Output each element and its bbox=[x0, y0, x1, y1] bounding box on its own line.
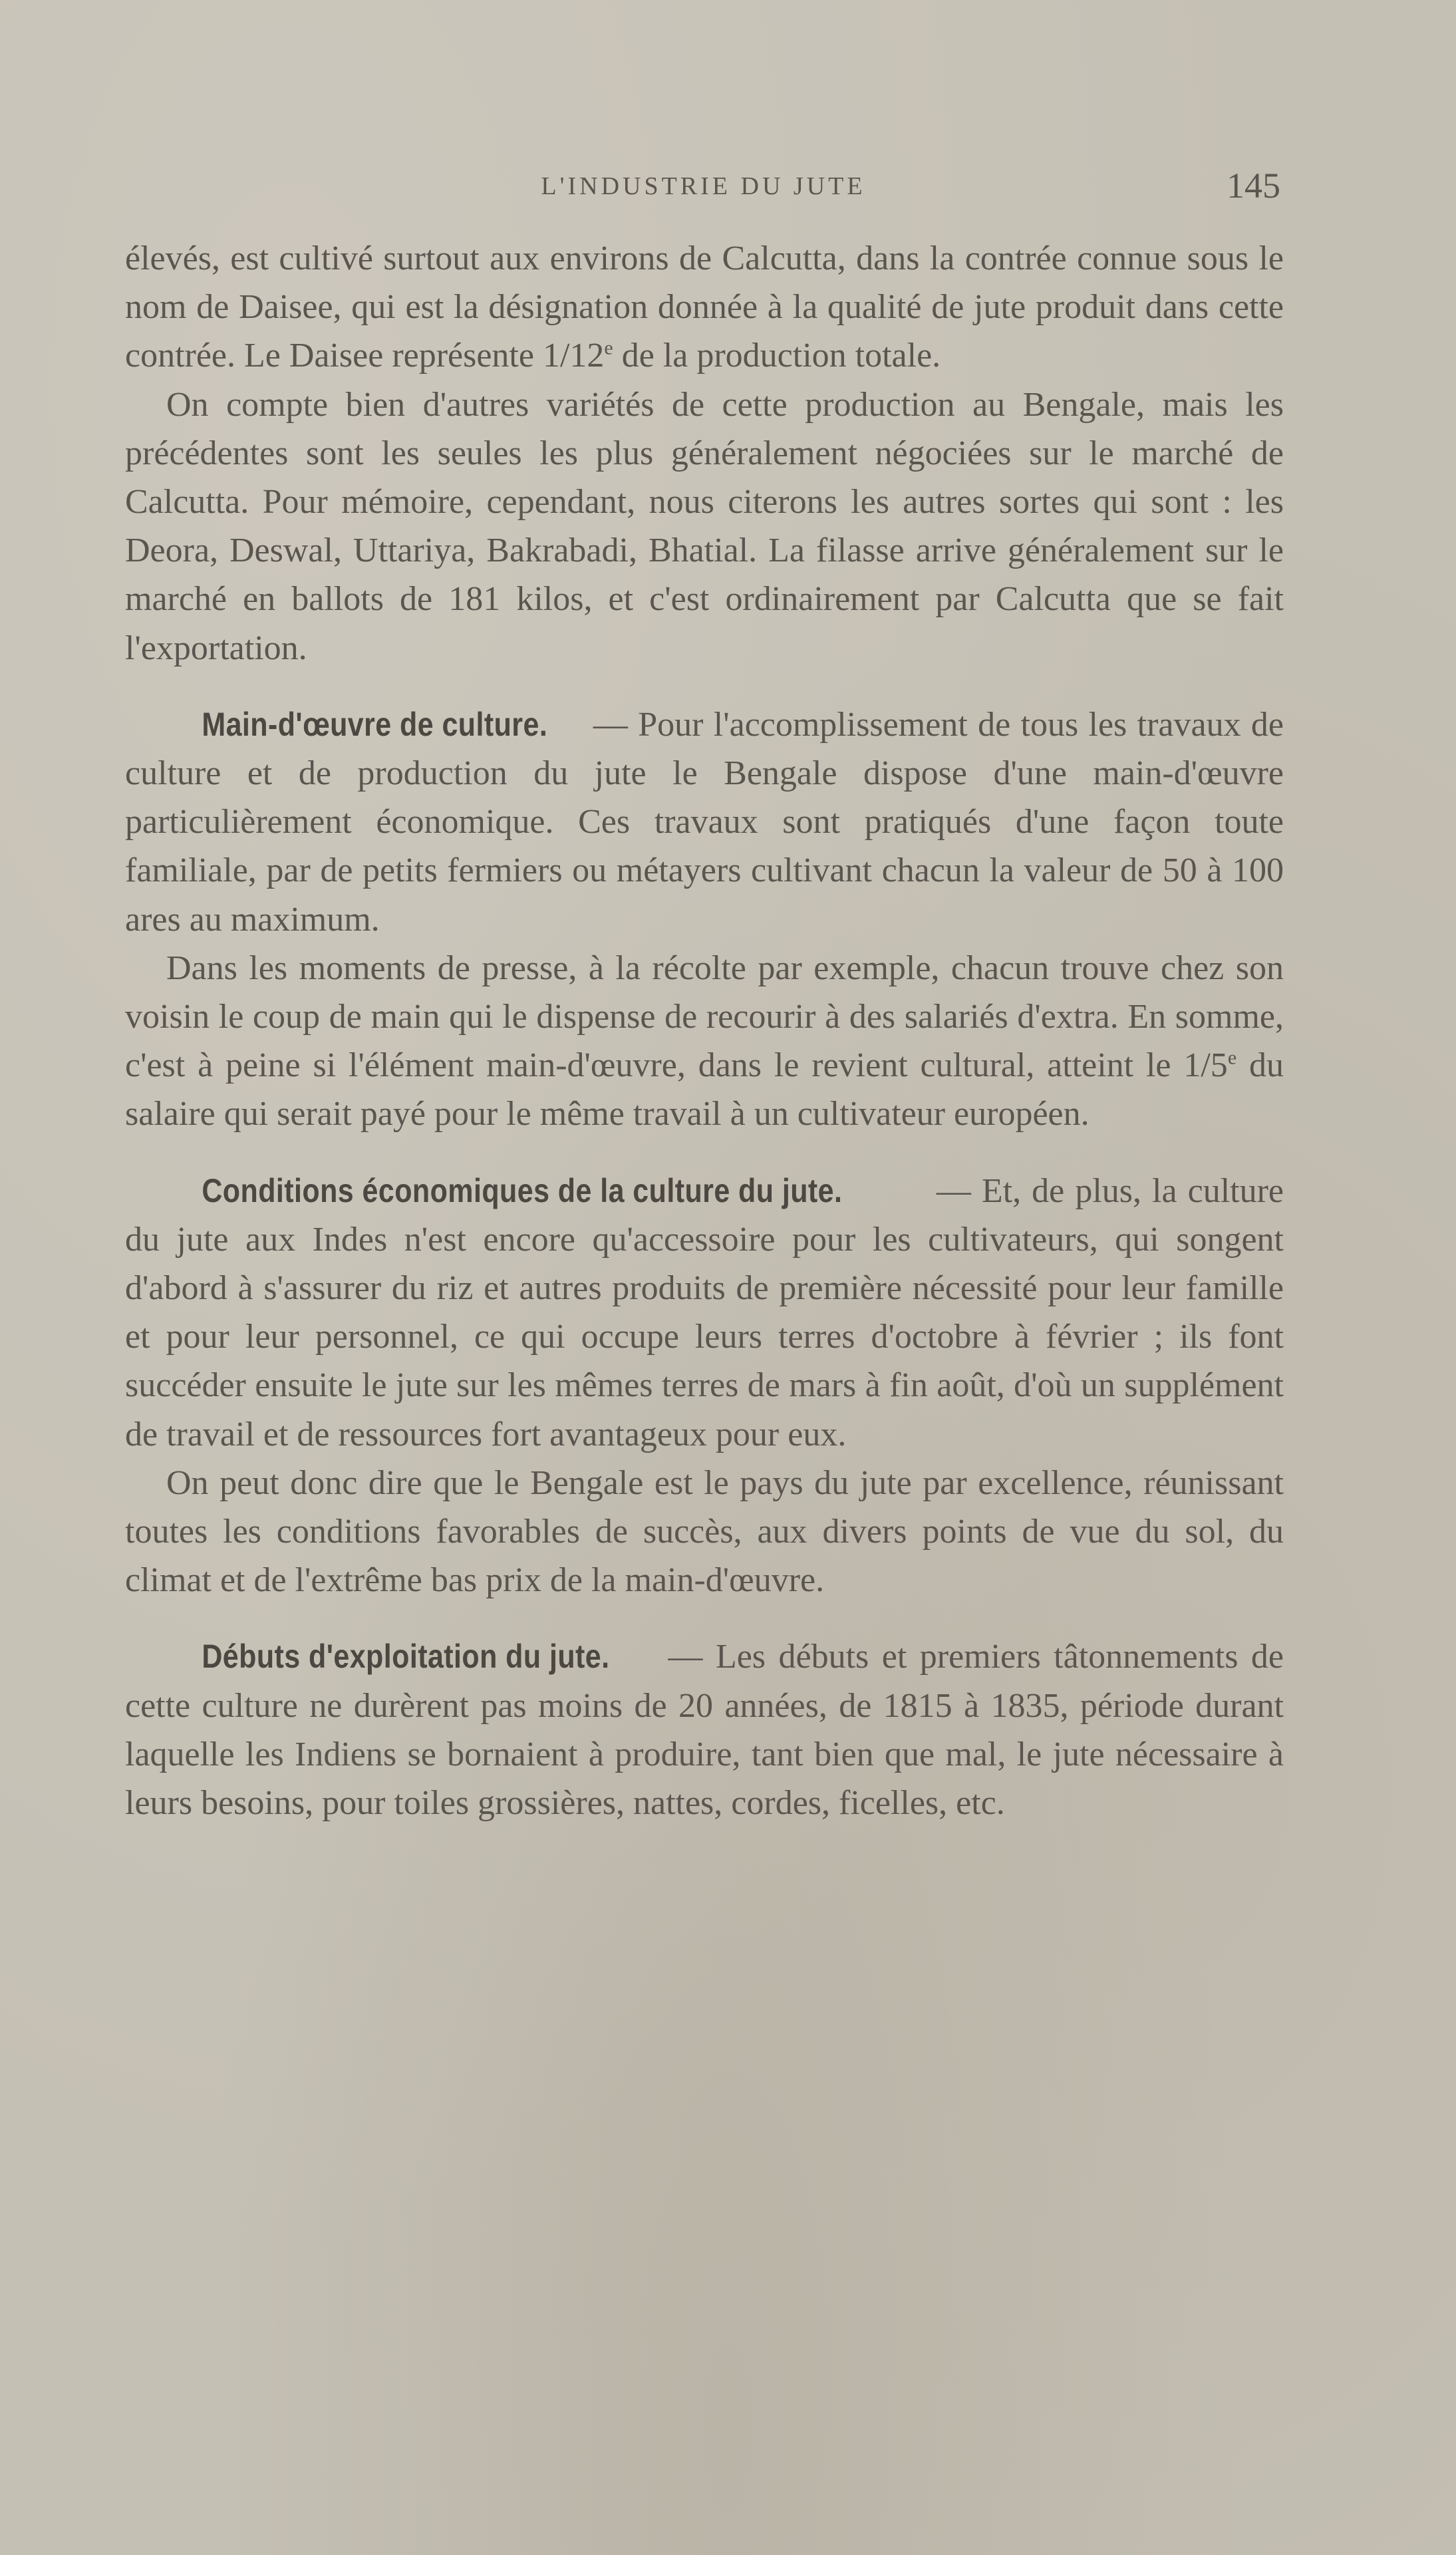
superscript: e bbox=[1227, 1046, 1237, 1069]
section-heading: Débuts d'exploitation du jute. bbox=[202, 1638, 610, 1676]
paragraph-text: Dans les moments de presse, à la récolte par exemple, chacun trouve chez son voisin le coup de main qui le dispense de recourir à des salariés d'extra. En somme, c'est à peine si l'élément main-d'œuvre, dans le revient cultural, atteint le 1/5 bbox=[125, 949, 1284, 1085]
paragraph-daisee bbox=[125, 234, 1284, 380]
page-header bbox=[126, 165, 1280, 212]
paragraph-text: — Les débuts et premiers tâtonnements de cette culture ne durèrent pas moins de 20 années, de 1815 à 1835, période durant laquelle les Indiens se bornaient à produire, tant bien que mal, le jute nécessaire à leurs besoins, pour toiles grossières, nattes, cordes, ficelles, etc. bbox=[125, 1638, 1284, 1823]
paragraph-text: du salaire qui serait payé pour le même travail à un cultivateur européen. bbox=[125, 1046, 1284, 1133]
section-conditions-economiques bbox=[125, 1167, 1284, 1459]
superscript: e bbox=[604, 337, 613, 360]
section-heading: Conditions économiques de la culture du jute. bbox=[202, 1171, 843, 1209]
paragraph-text: — Et, de plus, la culture du jute aux Indes n'est encore qu'accessoire pour les cultivateurs, qui songent d'abord à s'assurer du riz et autres produits de première nécessité pour leur famille et pour leur personnel, ce qui occupe leurs terres d'octobre à février ; ils font succéder ensuite le jute sur les mêmes terres de mars à fin août, d'où un supplément de travail et de ressources fort avantageux pour eux. bbox=[125, 1171, 1284, 1453]
section-main-d-oeuvre bbox=[125, 700, 1284, 944]
section-debuts-exploitation bbox=[125, 1632, 1284, 1827]
paragraph-varieties: On compte bien d'autres variétés de cette production au Bengale, mais les précédentes sont les seules les plus généralement négociées sur le marché de Calcutta. Pour mémoire, cependant, nous citerons les autres sortes qui sont : les Deora, Deswal, Uttariya, Bakrabadi, Bhatial. La filasse arrive généralement sur le marché en ballots de 181 kilos, et c'est ordinairement par Calcutta que se fait l'exportation. bbox=[125, 385, 1284, 667]
page-number: 145 bbox=[1227, 166, 1280, 206]
running-title: L'INDUSTRIE DU JUTE bbox=[541, 172, 866, 200]
paragraph-text: élevés, est cultivé surtout aux environs de Calcutta, dans la contrée connue sous le nom de Daisee, qui est la désignation donnée à la qualité de jute produit dans cette contrée. Le Daisee représente 1/12 bbox=[125, 239, 1284, 375]
section-heading: Main-d'œuvre de culture. bbox=[202, 705, 548, 743]
body-text bbox=[125, 234, 1284, 1827]
paragraph-presse bbox=[125, 944, 1284, 1139]
paragraph-text: — Pour l'accomplissement de tous les travaux de culture et de production du jute le Bengale dispose d'une main-d'œuvre particulièrement économique. Ces travaux sont pratiqués d'une façon toute familiale, par de petits fermiers ou métayers cultivant chacun la valeur de 50 à 100 ares au maximum. bbox=[125, 705, 1284, 939]
paragraph-text: de la production totale. bbox=[613, 337, 941, 375]
paragraph-bengale: On peut donc dire que le Bengale est le pays du jute par excellence, réunissant toutes les conditions favorables de succès, aux divers points de vue du sol, du climat et de l'extrême bas prix de la main-d'œuvre. bbox=[125, 1463, 1284, 1600]
